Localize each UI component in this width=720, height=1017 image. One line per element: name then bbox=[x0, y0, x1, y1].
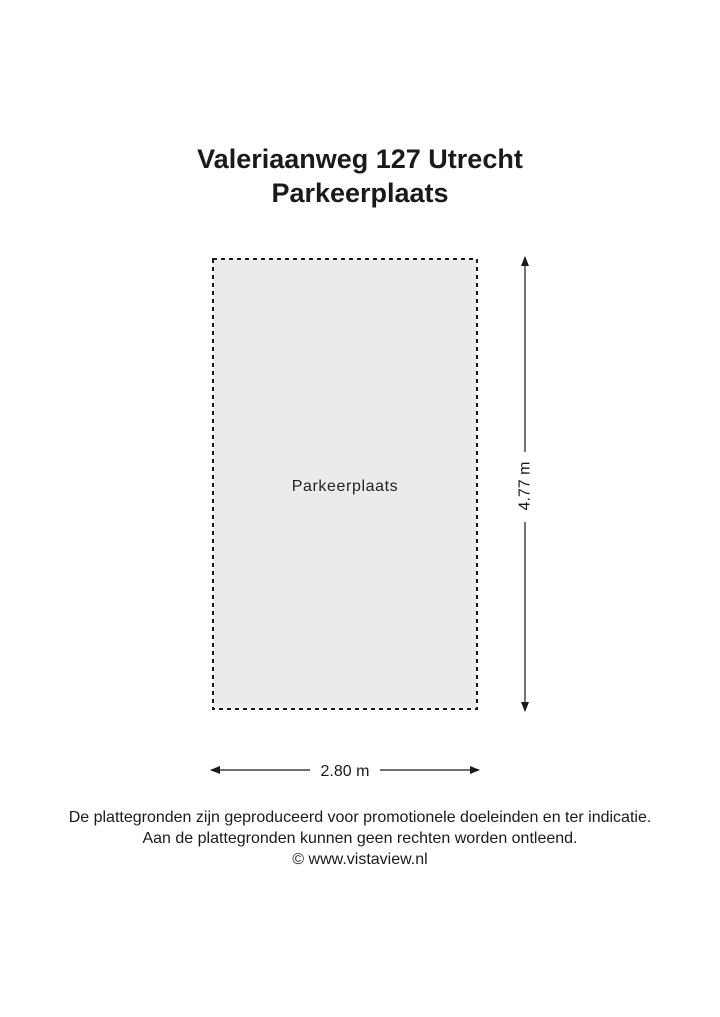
disclaimer-line-2: Aan de plattegronden kunnen geen rechten worden ontleend. bbox=[142, 830, 578, 847]
disclaimer bbox=[0, 807, 720, 870]
width-dimension-label: 2.80 m bbox=[320, 763, 370, 780]
depth-dimension-label: 4.77 m bbox=[516, 461, 534, 511]
disclaimer-line-1: De plattegronden zijn geproduceerd voor promotionele doeleinden en ter indicatie. bbox=[68, 809, 652, 826]
floor-title: Parkeerplaats bbox=[271, 178, 449, 208]
address-title: Valeriaanweg 127 Utrecht bbox=[197, 144, 523, 174]
depth-dimension bbox=[517, 257, 534, 711]
copyright-text: © www.vistaview.nl bbox=[292, 851, 428, 868]
width-dimension bbox=[211, 763, 479, 780]
parking-space-label: Parkeerplaats bbox=[291, 478, 399, 495]
